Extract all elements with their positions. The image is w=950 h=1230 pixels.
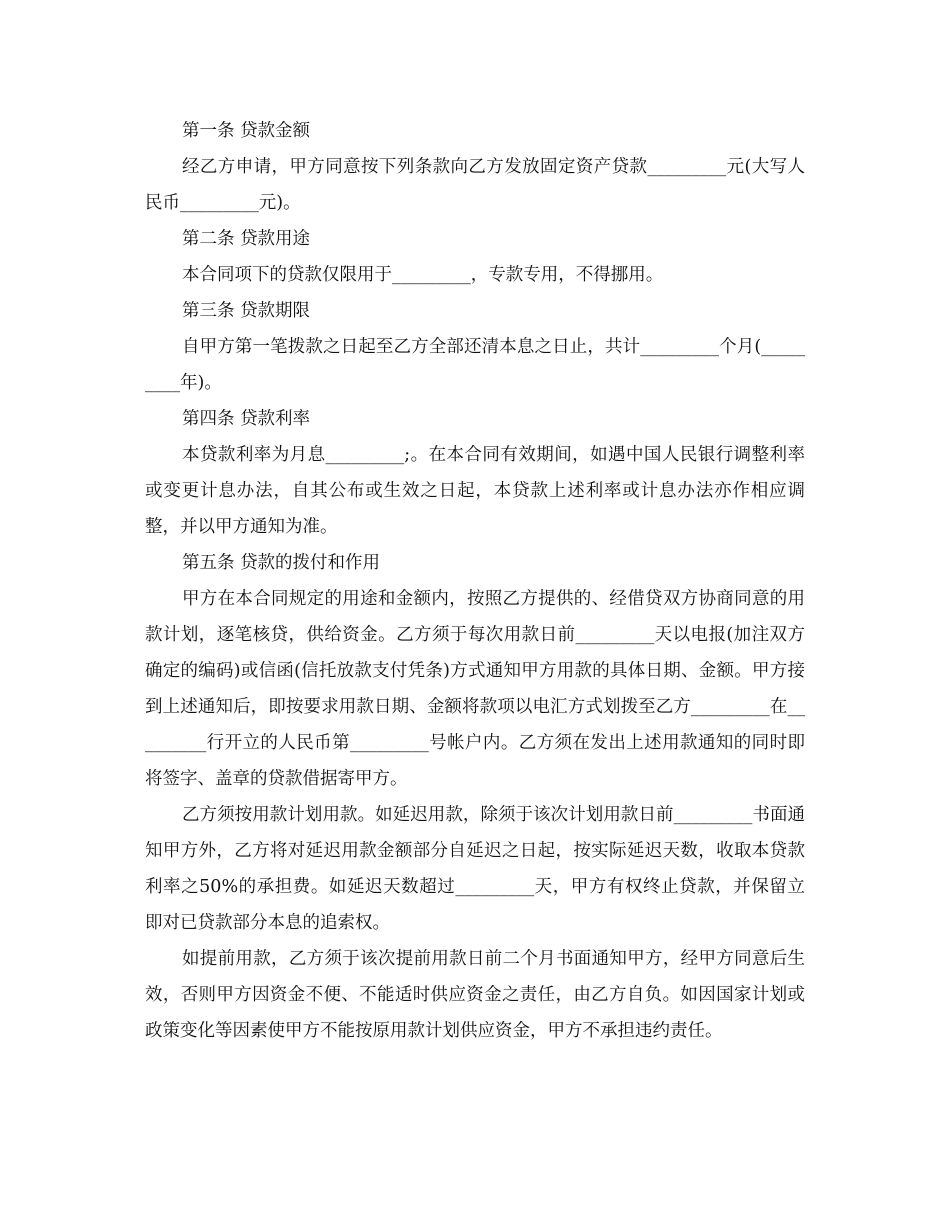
article-5-heading: 第五条 贷款的拨付和作用 [182, 553, 381, 573]
article-1-heading: 第一条 贷款金额 [182, 121, 311, 141]
article-4-text: 本贷款利率为月息_________;。在本合同有效期间，如遇中国人民银行调整利率或变更计息办法，自其公布或生效之日起，本贷款上述利率或计息办法亦作相应调整，并以甲方通知为准。 [145, 445, 805, 537]
article-5-text-3: 如提前用款，乙方须于该次提前用款日前二个月书面通知甲方，经甲方同意后生效，否则甲方因资金不便、不能适时供应资金之责任，由乙方自负。如因国家计划或政策变化等因素使甲方不能按原用款计划供应资金，甲方不承担违约责任。 [145, 949, 805, 1041]
article-1-text: 经乙方申请，甲方同意按下列条款向乙方发放固定资产贷款_________元(大写人民币_________元)。 [145, 157, 805, 213]
article-5-text-2: 乙方须按用款计划用款。如延迟用款，除须于该次计划用款日前_________书面通知甲方外，乙方将对延迟用款金额部分自延迟之日起，按实际延迟天数，收取本贷款利率之50%的承担费。如延迟天数超过_________天，甲方有权终止贷款，并保留立即对已贷款部分本息的追索权。 [145, 805, 805, 933]
document-body [145, 113, 805, 1049]
article-3-text: 自甲方第一笔拨款之日起至乙方全部还清本息之日止，共计_________个月(_________年)。 [145, 337, 805, 393]
article-3-heading: 第三条 贷款期限 [182, 301, 311, 321]
article-4-heading: 第四条 贷款利率 [182, 409, 311, 429]
article-5-text-1: 甲方在本合同规定的用途和金额内，按照乙方提供的、经借贷双方协商同意的用款计划，逐笔核贷，供给资金。乙方须于每次用款日前_________天以电报(加注双方确定的编码)或信函(信托放款支付凭条)方式通知甲方用款的具体日期、金额。甲方接到上述通知后，即按要求用款日期、金额将款项以电汇方式划拨至乙方_________在_________行开立的人民币第_________号帐户内。乙方须在发出上述用款通知的同时即将签字、盖章的贷款借据寄甲方。 [145, 589, 805, 789]
article-2-text: 本合同项下的贷款仅限用于_________，专款专用，不得挪用。 [182, 265, 664, 285]
article-2-heading: 第二条 贷款用途 [182, 229, 311, 249]
